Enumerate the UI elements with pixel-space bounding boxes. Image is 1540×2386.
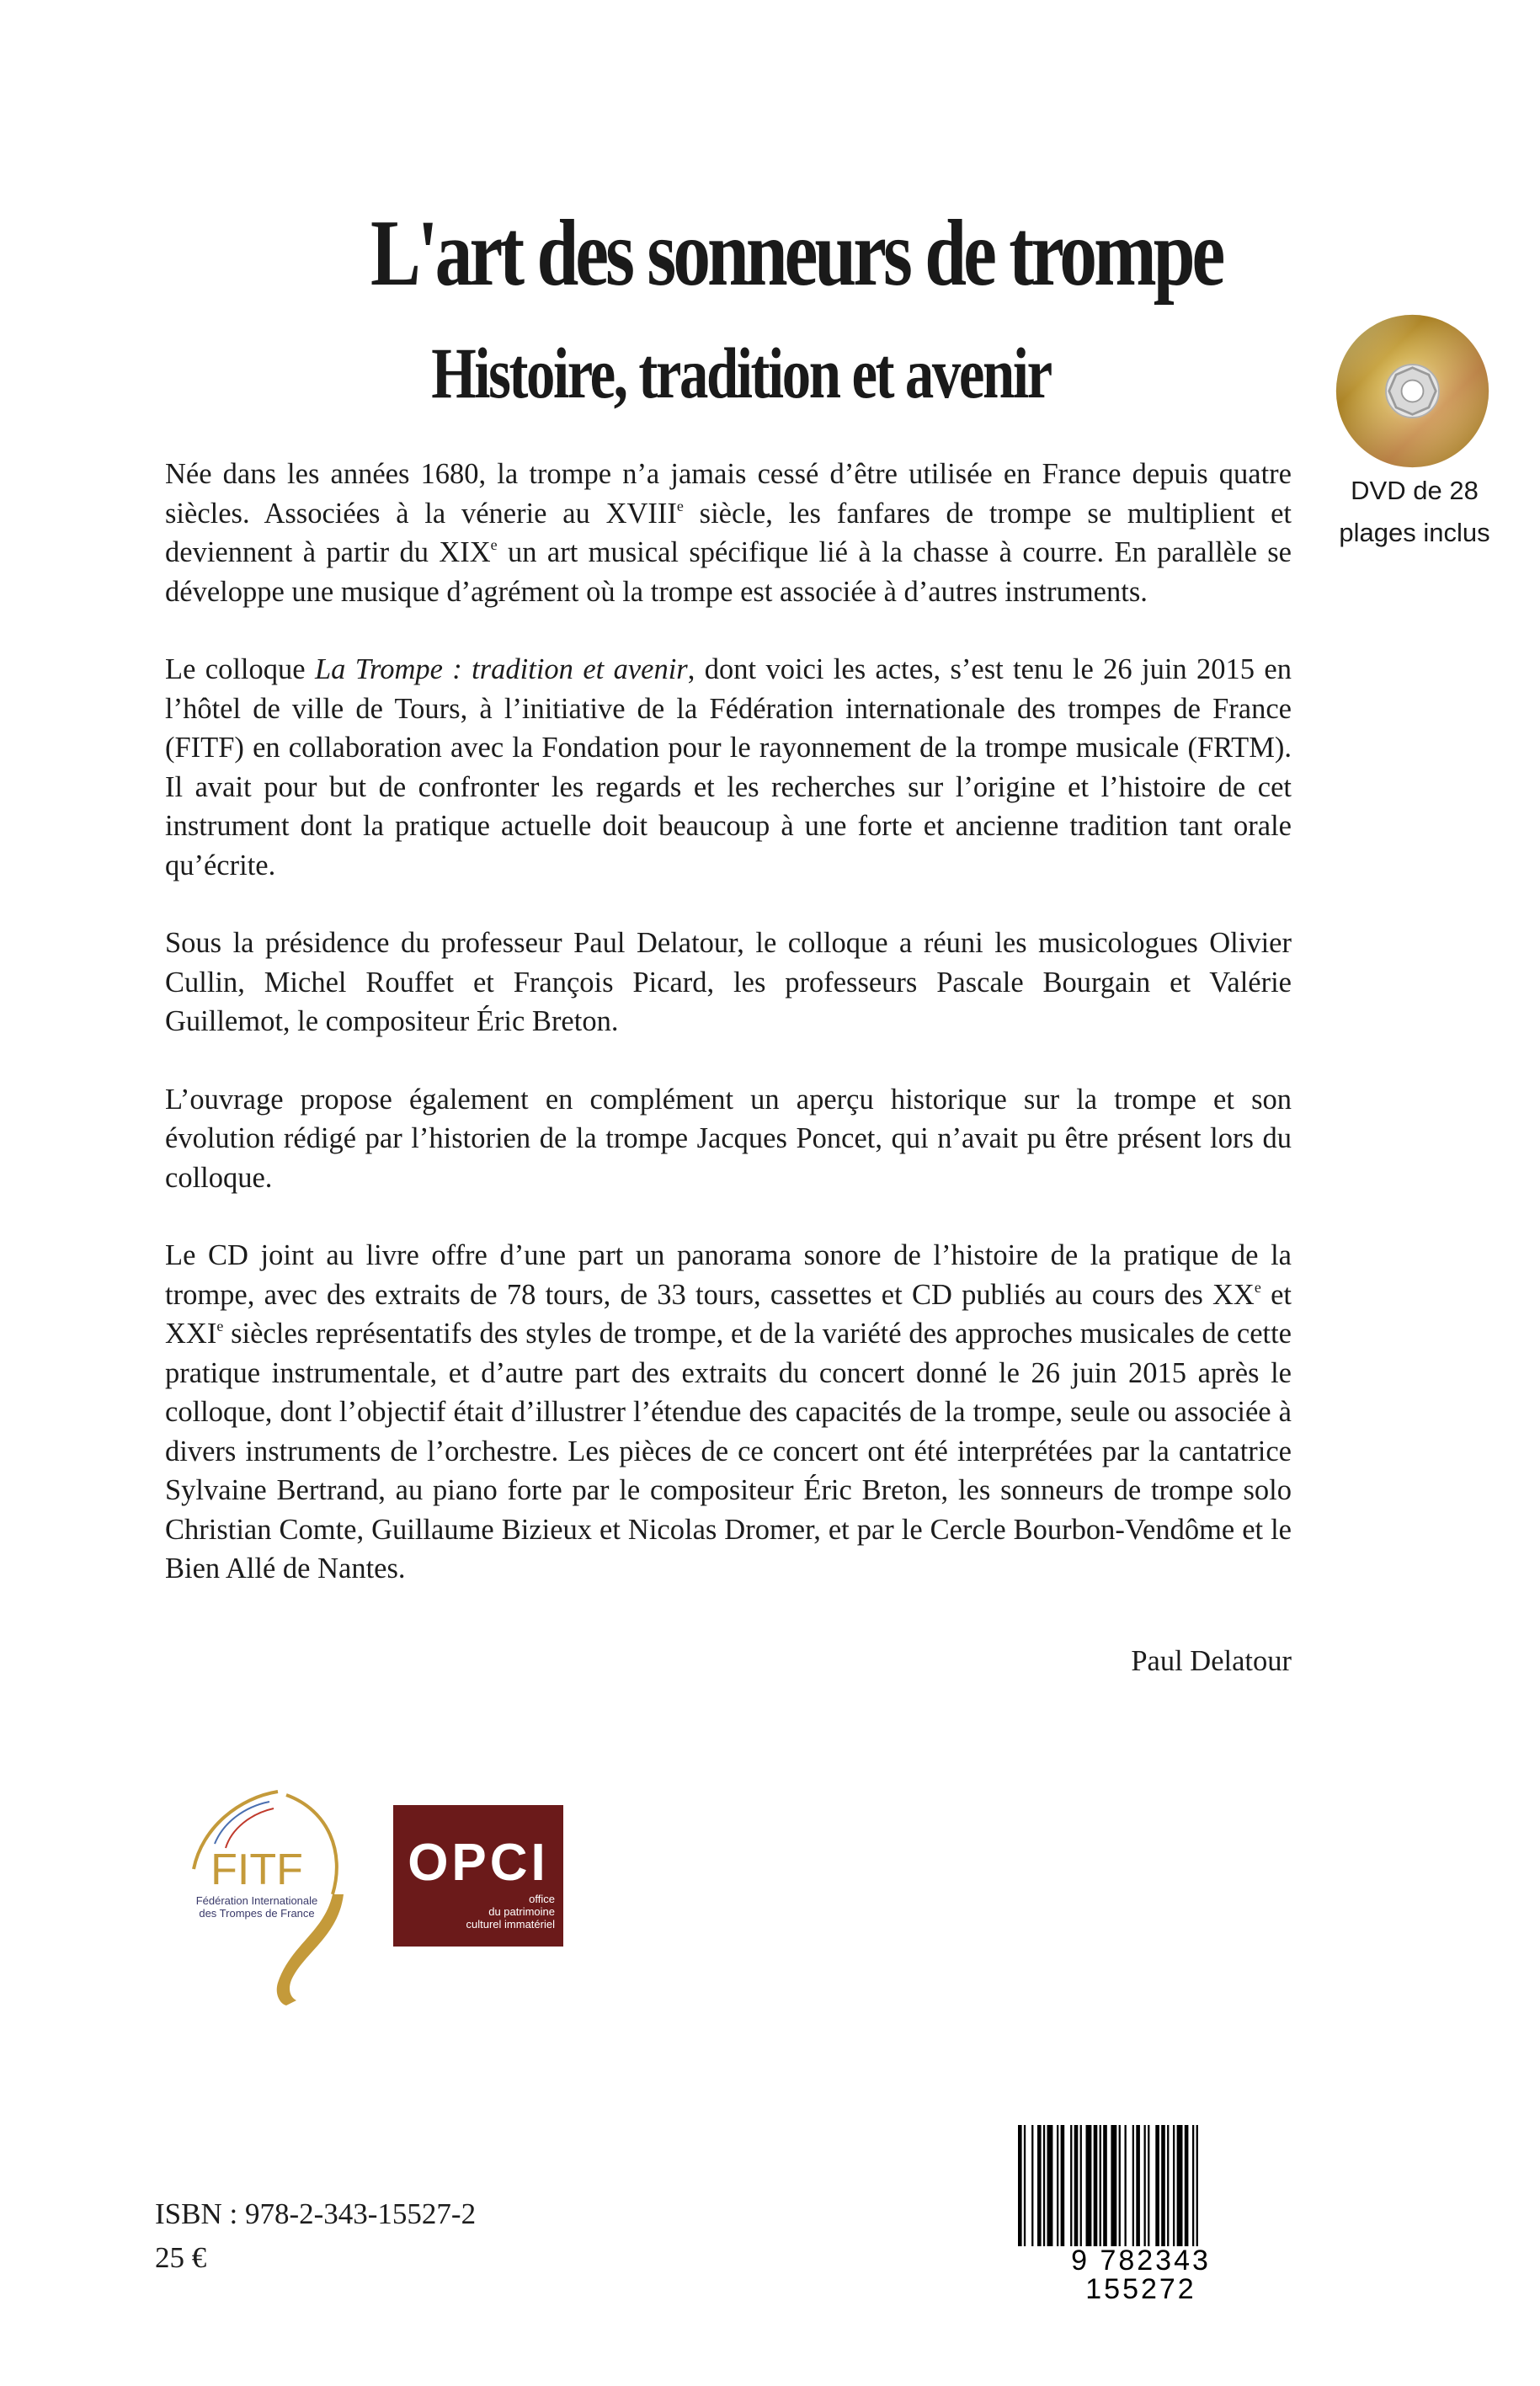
fitf-line2: des Trompes de France	[199, 1907, 315, 1920]
barcode-bar	[1061, 2125, 1065, 2251]
barcode-bar	[1031, 2125, 1033, 2251]
price: 25 €	[155, 2241, 207, 2274]
dvd-caption	[1309, 470, 1520, 554]
paragraph-5: Le CD joint au livre offre d’une part un panorama sonore de l’histoire de la pratique de la trompe, avec des extraits de 78 tours, de 33 tours, cassettes et CD publiés au cours des XXe et XXIe siècles représentatifs des styles de trompe, et de la variété des approches musicales de cette pratique instrumentale, et d’autre part des extraits du concert donné le 26 juin 2015 après le colloque, dont l’objectif était d’illustrer l’étendue des capacités de la trompe, seule ou associée à divers instruments de l’orchestre. Les pièces de ce concert ont été interprétées par la cantatrice Sylvaine Bertrand, au piano forte par le compositeur Éric Breton, les sonneurs de trompe solo Christian Comte, Guillaume Bizieux et Nicolas Dromer, et par le Cercle Bourbon-Vendôme et le Bien Allé de Nantes.	[165, 1239, 1292, 1584]
barcode-bar	[1192, 2125, 1194, 2251]
barcode-bar	[1094, 2125, 1098, 2251]
barcode-bar	[1196, 2125, 1198, 2251]
barcode-bar	[1148, 2125, 1149, 2251]
barcode-bar	[1161, 2125, 1165, 2251]
book-subtitle: Histoire, tradition et avenir	[431, 333, 1051, 413]
dvd-disc-icon	[1335, 313, 1490, 469]
barcode-bar	[1167, 2125, 1169, 2251]
barcode-bar	[1177, 2125, 1183, 2251]
book-title: L'art des sonneurs de trompe	[370, 201, 1223, 306]
barcode-bar	[1136, 2125, 1140, 2251]
barcode-bar	[1155, 2125, 1159, 2251]
dvd-caption-line1: DVD de 28	[1351, 476, 1479, 505]
barcode-bar	[1043, 2125, 1045, 2251]
barcode-bar	[1125, 2125, 1127, 2251]
opci-logo	[393, 1805, 563, 1947]
barcode-bar	[1132, 2125, 1134, 2251]
barcode-bar	[1047, 2125, 1053, 2251]
opci-subtitle: office du patrimoine culturel immatériel	[466, 1893, 555, 1931]
barcode-bar	[1037, 2125, 1042, 2251]
barcode-bar	[1144, 2125, 1146, 2251]
barcode-bar	[1018, 2125, 1022, 2251]
barcode-bar	[1173, 2125, 1175, 2251]
dvd-caption-line2: plages inclus	[1339, 518, 1490, 547]
barcode-bar	[1070, 2125, 1072, 2251]
author-signature: Paul Delatour	[1131, 1645, 1292, 1677]
barcode-bar	[1100, 2125, 1101, 2251]
barcode-digits: 9 782343 155272	[1015, 2246, 1267, 2303]
isbn: ISBN : 978-2-343-15527-2	[155, 2197, 477, 2230]
back-cover-text	[165, 455, 1292, 1627]
fitf-logo	[152, 1776, 362, 2012]
paragraph-2: Le colloque La Trompe : tradition et avenir, dont voici les actes, s’est tenu le 26 juin 2015 en l’hôtel de ville de Tours, à l’initiative de la Fédération internationale des trompes de France (FITF) en collaboration avec la Fondation pour le rayonnement de la trompe musicale (FRTM). Il avait pour but de confronter les regards et les recherches sur l’origine et l’histoire de cet instrument dont la pratique actuelle doit beaucoup à une forte et ancienne tradition tant orale qu’écrite.	[165, 653, 1292, 881]
paragraph-4: L’ouvrage propose également en complément un aperçu historique sur la trompe et son évolution rédigé par l’historien de la trompe Jacques Poncet, qui n’avait pu être présent lors du colloque.	[165, 1083, 1292, 1194]
barcode-bar	[1080, 2125, 1082, 2251]
barcode-bar	[1057, 2125, 1058, 2251]
barcode-bar	[1185, 2125, 1189, 2251]
barcode-bar	[1024, 2125, 1026, 2251]
barcode-bar	[1103, 2125, 1107, 2251]
paragraph-1: Née dans les années 1680, la trompe n’a jamais cessé d’être utilisée en France depuis quatre siècles. Associées à la vénerie au XVIIIe siècle, les fanfares de trompe se multiplient et deviennent à partir du XIXe un art musical spécifique lié à la chasse à courre. En parallèle se développe une musique d’agrément où la trompe est associée à d’autres instruments.	[165, 458, 1292, 608]
paragraph-3: Sous la présidence du professeur Paul Delatour, le colloque a réuni les musicologues Olivier Cullin, Michel Rouffet et François Picard, les professeurs Pascale Bourgain et Valérie Guillemot, le compositeur Éric Breton.	[165, 927, 1292, 1037]
barcode-bar	[1074, 2125, 1079, 2251]
barcode-bar	[1086, 2125, 1092, 2251]
barcode-bar	[1119, 2125, 1121, 2251]
opci-name: OPCI	[408, 1834, 549, 1892]
fitf-name: FITF	[210, 1845, 303, 1894]
barcode-bar	[1111, 2125, 1116, 2251]
fitf-line1: Fédération Internationale	[195, 1894, 318, 1907]
